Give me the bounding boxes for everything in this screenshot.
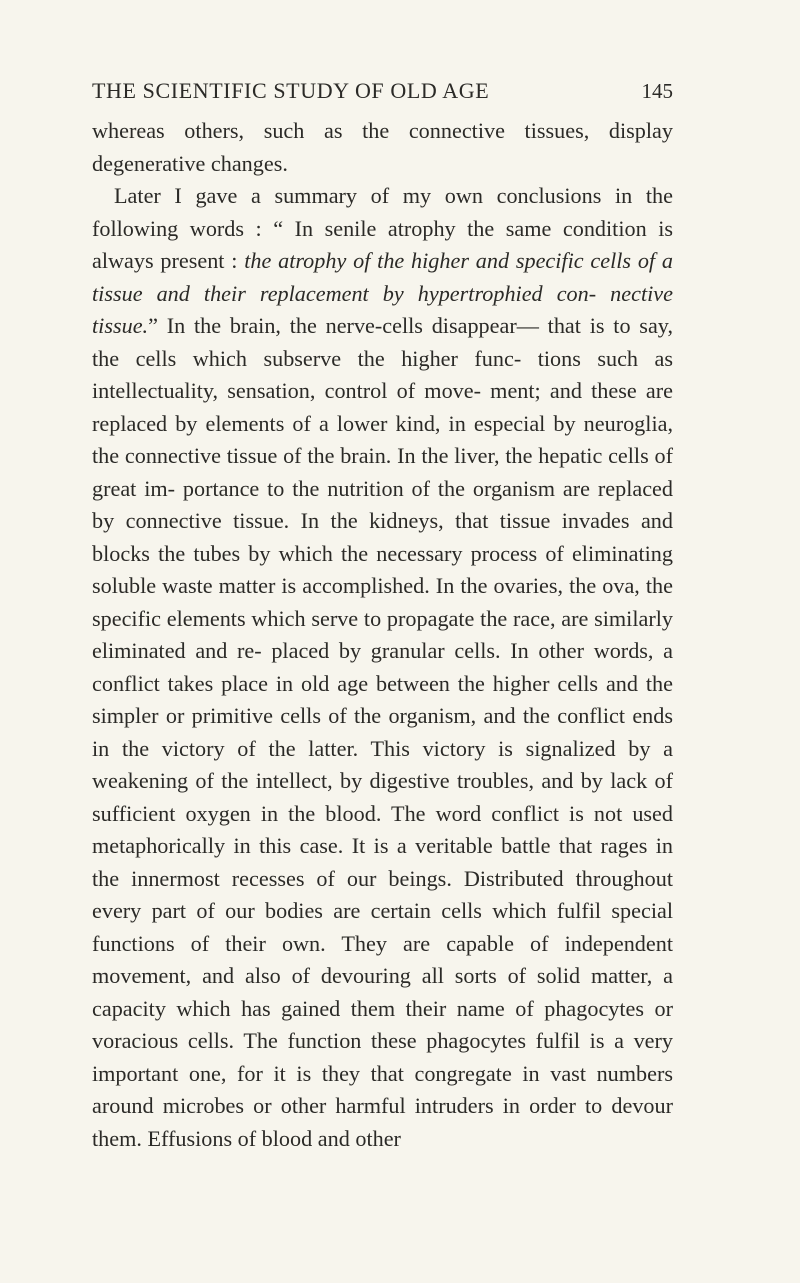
paragraph-continuation: whereas others, such as the connective tissues, display degenerative changes. [92,118,673,176]
italic-quotation: the atrophy of the higher and specific cells of a tissue and their replacement by hypertrophied con- nective tissue. [92,248,673,338]
paragraph-summary-body: ” In the brain, the nerve-cells disappear— that is to say, the cells which subserve the higher func- tions such as intellectuality, sensation, control of move- ment; and these are replaced by elements of a lower kind, in especial by neuroglia, the connective tissue of the brain. In the liver, the hepatic cells of great im- portance to the nutrition of the organism are replaced by connective tissue. In the kidneys, that tissue invades and blocks the tubes by which the necessary process of eliminating soluble waste matter is accomplished. In the ovaries, the ova, the specific elements which serve to propagate the race, are similarly eliminated and re- placed by granular cells. In other words, a conflict takes place in old age between the higher cells and the simpler or primitive cells of the organism, and the conflict ends in the victory of the latter. This victory is signalized by a weakening of the intellect, by digestive troubles, and by lack of sufficient oxygen in the blood. The word conflict is not used metaphorically in this case. It is a veritable battle that rages in the innermost recesses of our beings. Distributed throughout every part of our bodies are certain cells which fulfil special functions of their own. They are capable of independent movement, and also of devouring all sorts of solid matter, a capacity which has gained them their name of phagocytes or voracious cells. The function these phagocytes fulfil is a very important one, for it is they that congregate in vast numbers around microbes or other harmful intruders in order to devour them. Effusions of blood and other [92,313,673,1151]
running-head [92,78,673,104]
book-page [92,78,673,1155]
running-title: THE SCIENTIFIC STUDY OF OLD AGE [92,78,490,103]
body-text [92,115,673,1155]
paragraph-summary-lead: Later I gave a summary of my own conclusions in the following words : “ In senile atrophy the same condition is always present : [92,183,673,273]
paragraph-summary [92,180,673,1155]
page-number: 145 [641,79,673,103]
